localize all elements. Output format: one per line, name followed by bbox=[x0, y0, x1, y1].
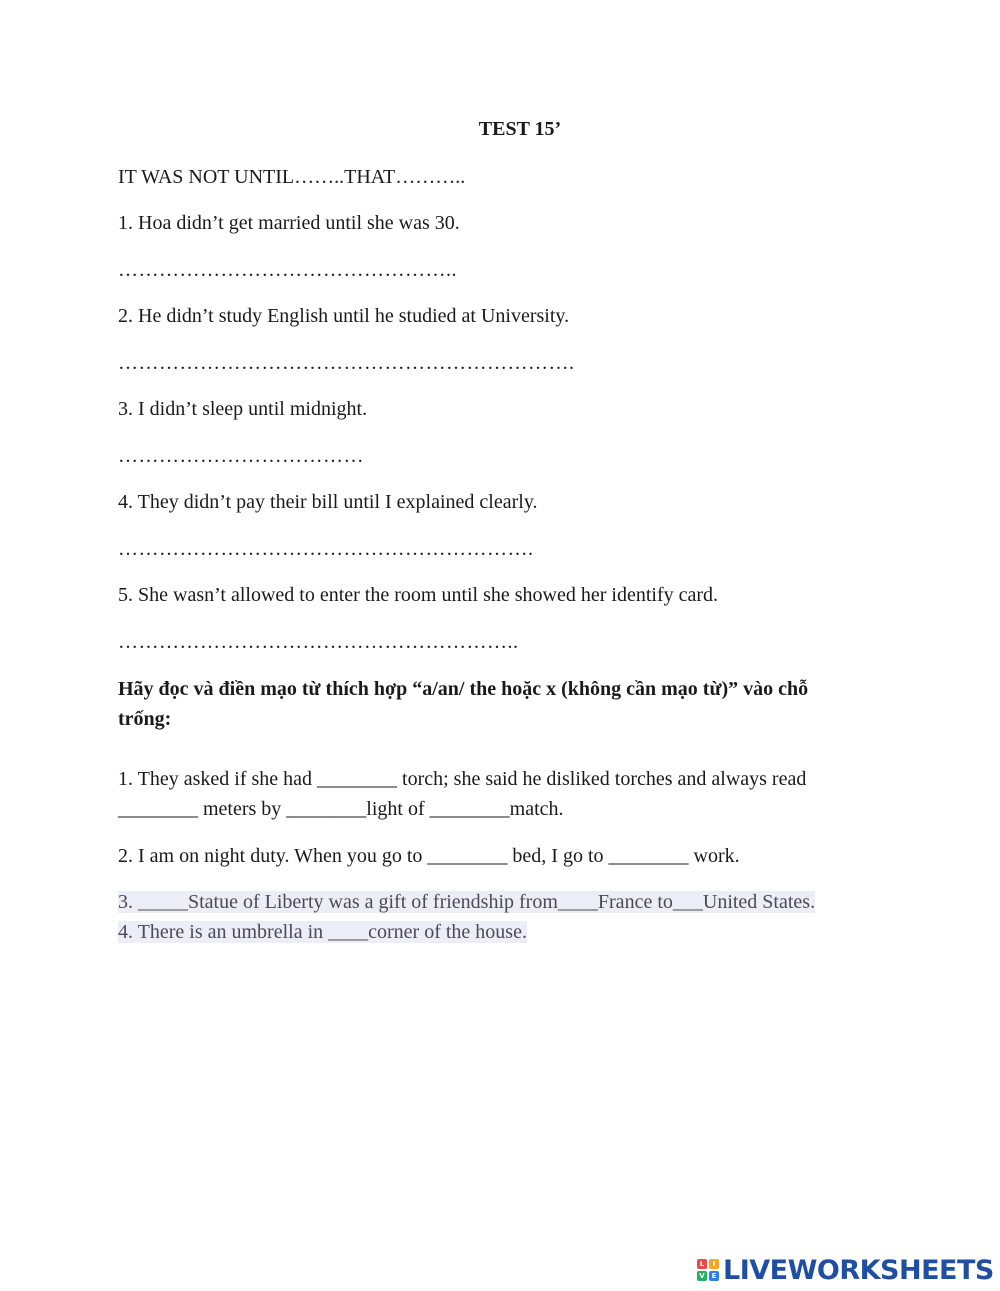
logo-letter-i: I bbox=[709, 1259, 719, 1269]
answer-line-5[interactable]: ………………………………………………….. bbox=[118, 631, 519, 653]
logo-letter-e: E bbox=[709, 1271, 719, 1281]
section1-heading: IT WAS NOT UNTIL……..THAT……….. bbox=[118, 166, 466, 188]
liveworksheets-logo[interactable] bbox=[697, 1255, 994, 1285]
answer-line-1[interactable]: ………………………………………….. bbox=[118, 259, 457, 281]
article-question-4-text: 4. There is an umbrella in ____corner of the house. bbox=[118, 921, 527, 943]
logo-icon bbox=[697, 1259, 719, 1281]
article-question-4 bbox=[118, 920, 527, 944]
section2-instruction: Hãy đọc và điền mạo từ thích hợp “a/an/ the hoặc x (không cần mạo từ)” vào chỗ bbox=[118, 678, 809, 700]
article-question-3-text: 3. _____Statue of Liberty was a gift of friendship from____France to___United States. bbox=[118, 891, 816, 913]
question-3: 3. I didn’t sleep until midnight. bbox=[118, 398, 368, 420]
question-4: 4. They didn’t pay their bill until I explained clearly. bbox=[118, 491, 538, 513]
answer-line-3[interactable]: ……………………………… bbox=[118, 445, 364, 467]
article-question-1-cont: ________ meters by ________light of ________match. bbox=[118, 798, 564, 820]
question-2: 2. He didn’t study English until he studied at University. bbox=[118, 305, 570, 327]
article-question-3 bbox=[118, 890, 815, 914]
question-1: 1. Hoa didn’t get married until she was 30. bbox=[118, 212, 460, 234]
question-5: 5. She wasn’t allowed to enter the room until she showed her identify card. bbox=[118, 584, 719, 606]
logo-text: LIVEWORKSHEETS bbox=[723, 1254, 994, 1286]
logo-letter-l: L bbox=[697, 1259, 707, 1269]
answer-line-2[interactable]: …………………………………………………………. bbox=[118, 352, 575, 374]
section2-instruction-cont: trống: bbox=[118, 708, 172, 730]
page-title: TEST 15’ bbox=[478, 118, 562, 140]
logo-letter-v: V bbox=[697, 1271, 707, 1281]
article-question-2: 2. I am on night duty. When you go to ________ bed, I go to ________ work. bbox=[118, 845, 740, 867]
answer-line-4[interactable]: ……………………………………………………. bbox=[118, 538, 534, 560]
article-question-1: 1. They asked if she had ________ torch; she said he disliked torches and always read bbox=[118, 768, 807, 790]
